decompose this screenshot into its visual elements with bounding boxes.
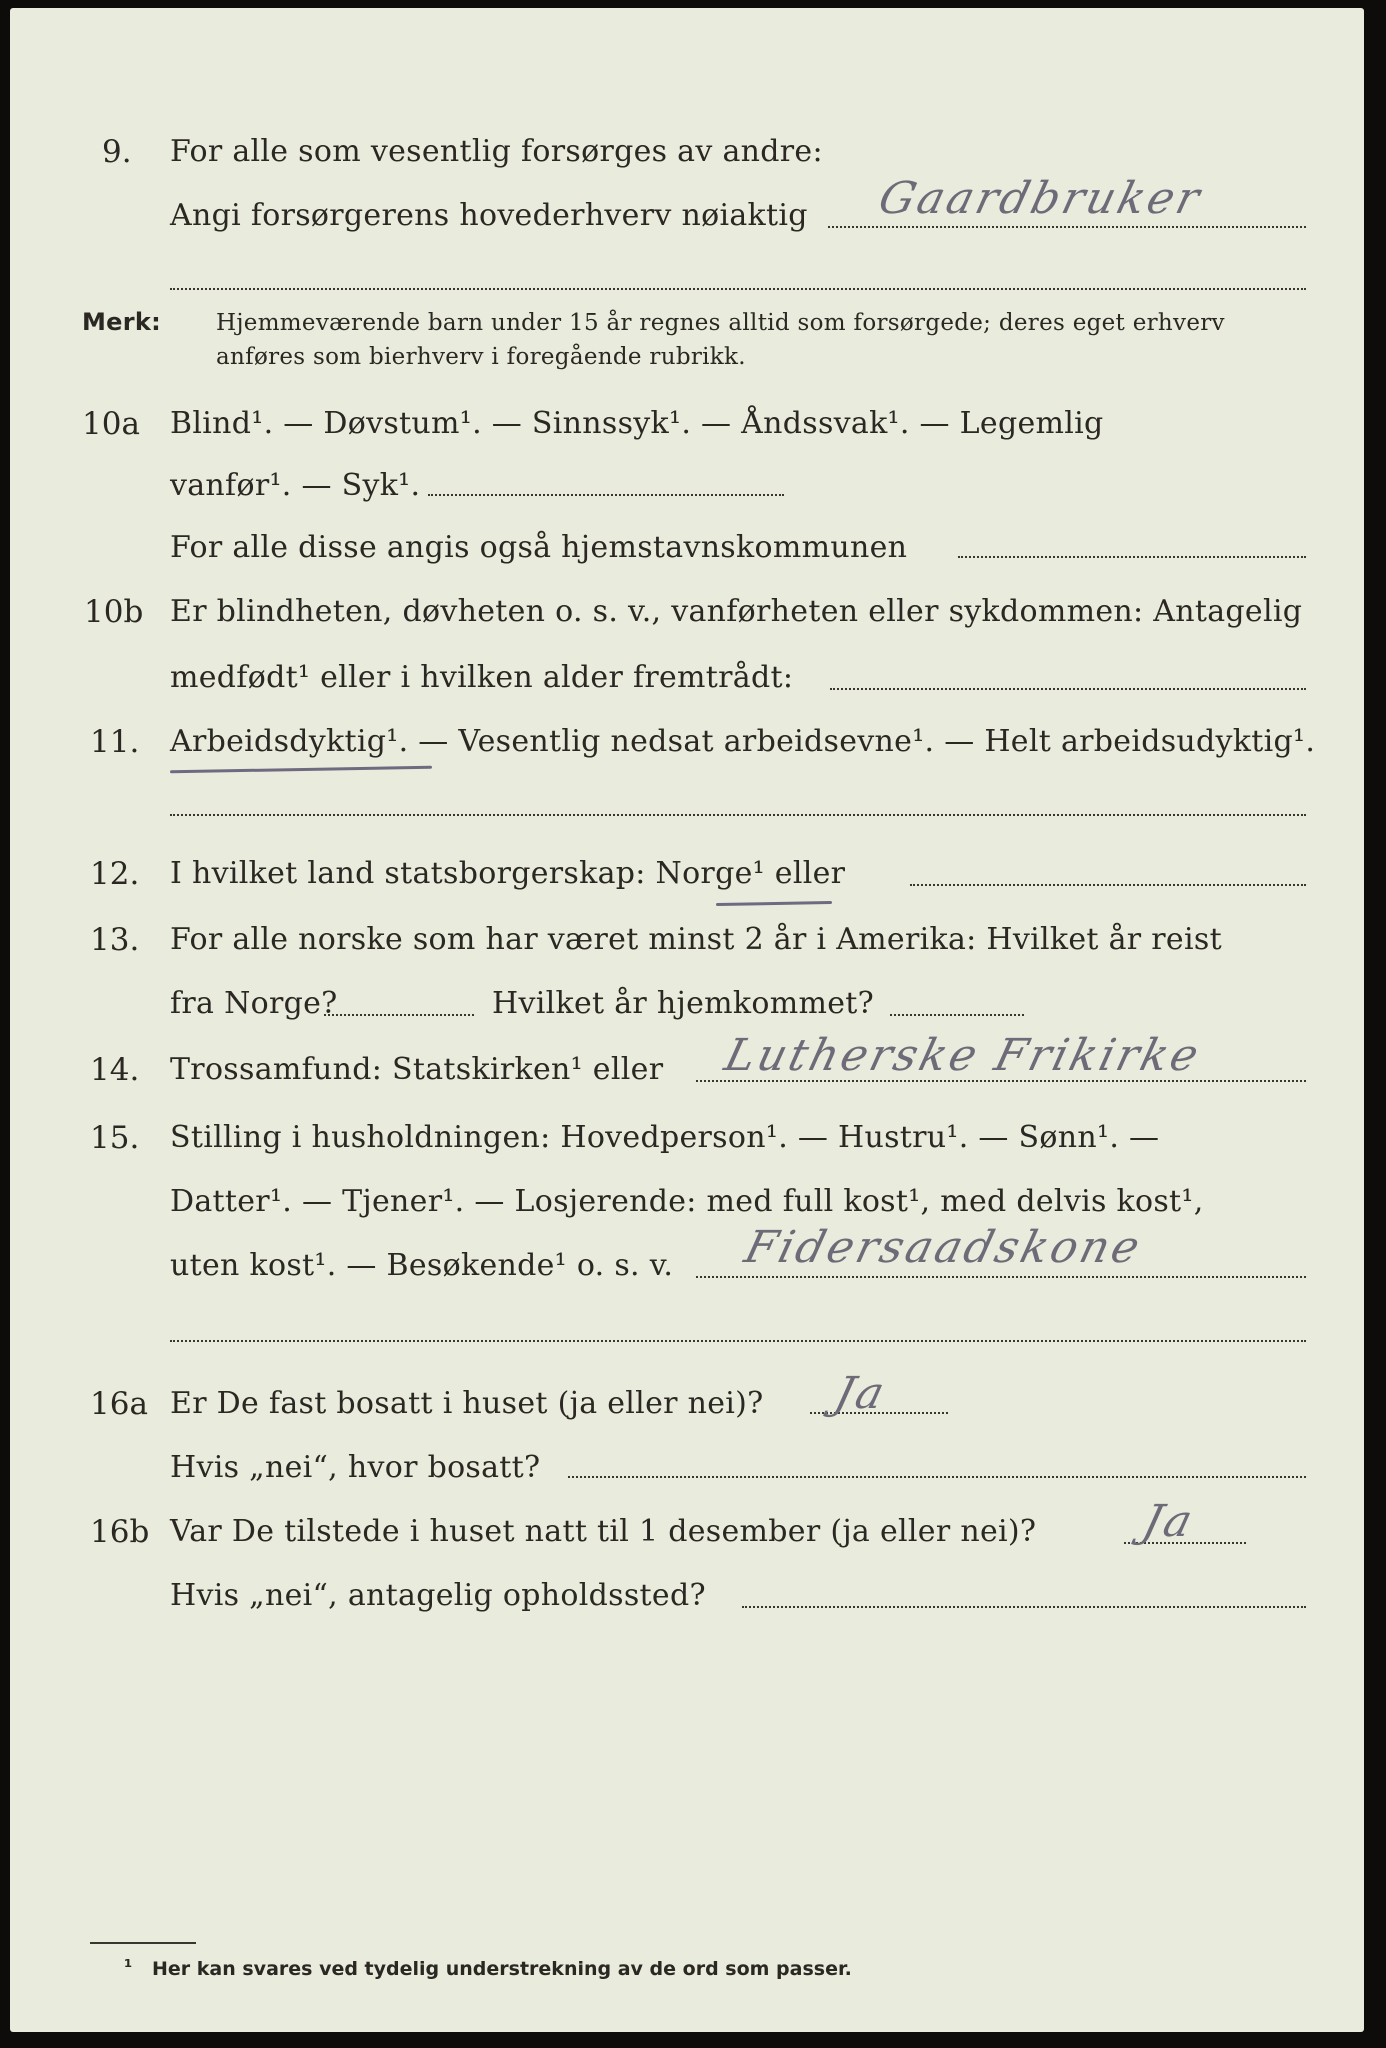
question-16b-text-2: Hvis „nei“, antagelig opholdssted? bbox=[170, 1578, 706, 1613]
answer-line bbox=[696, 1276, 1306, 1278]
question-16b-number: 16b bbox=[90, 1514, 150, 1550]
answer-line bbox=[958, 556, 1306, 558]
answer-line bbox=[910, 884, 1306, 886]
question-16a-text-2: Hvis „nei“, hvor bosatt? bbox=[170, 1450, 541, 1485]
question-14-number: 14. bbox=[90, 1052, 140, 1088]
question-10b-number: 10b bbox=[84, 594, 144, 630]
question-15-number: 15. bbox=[90, 1120, 140, 1156]
merk-note-line-1: Hjemmeværende barn under 15 år regnes alltid som forsørgede; deres eget erhverv bbox=[216, 310, 1225, 336]
question-10a-number: 10a bbox=[82, 406, 140, 442]
handwritten-answer-household-position: Fidersaadskone bbox=[739, 1222, 1148, 1273]
question-10a-text-2: vanfør¹. — Syk¹. bbox=[170, 468, 421, 503]
census-form-page bbox=[10, 8, 1364, 2032]
question-11-number: 11. bbox=[90, 724, 140, 760]
question-14-text: Trossamfund: Statskirken¹ eller bbox=[170, 1052, 664, 1087]
handwritten-underline-arbeidsdyktig bbox=[170, 766, 432, 774]
answer-line bbox=[828, 226, 1306, 228]
footnote-rule bbox=[90, 1942, 196, 1944]
answer-line bbox=[170, 1340, 1306, 1342]
answer-line bbox=[324, 1014, 474, 1016]
handwritten-answer-resident: Ja bbox=[829, 1368, 893, 1419]
question-13-hjemkommet: Hvilket år hjemkommet? bbox=[492, 986, 875, 1021]
question-13-text: For alle norske som har været minst 2 år i Amerika: Hvilket år reist bbox=[170, 922, 1222, 957]
question-13-number: 13. bbox=[90, 922, 140, 958]
question-16a-number: 16a bbox=[90, 1386, 148, 1422]
handwritten-answer-present: Ja bbox=[1137, 1496, 1201, 1547]
question-10b-text-2: medfødt¹ eller i hvilken alder fremtrådt: bbox=[170, 660, 794, 695]
question-9-prompt: Angi forsørgerens hovederhverv nøiaktig bbox=[170, 198, 808, 233]
answer-line bbox=[890, 1014, 1024, 1016]
question-10a-text-3: For alle disse angis også hjemstavnskommunen bbox=[170, 530, 908, 565]
question-16b-text: Var De tilstede i huset natt til 1 desember (ja eller nei)? bbox=[170, 1514, 1037, 1549]
answer-line bbox=[170, 814, 1306, 816]
question-15-text-2: Datter¹. — Tjener¹. — Losjerende: med full kost¹, med delvis kost¹, bbox=[170, 1184, 1204, 1219]
question-12-number: 12. bbox=[90, 856, 140, 892]
answer-line bbox=[568, 1476, 1306, 1478]
answer-line bbox=[428, 494, 784, 496]
footnote-mark: ¹ bbox=[124, 1956, 133, 1978]
answer-line bbox=[170, 288, 1306, 290]
question-15-text-3: uten kost¹. — Besøkende¹ o. s. v. bbox=[170, 1248, 674, 1283]
question-15-text: Stilling i husholdningen: Hovedperson¹. — Hustru¹. — Sønn¹. — bbox=[170, 1120, 1160, 1155]
question-12-text: I hvilket land statsborgerskap: Norge¹ eller bbox=[170, 856, 846, 891]
handwritten-answer-occupation: Gaardbruker bbox=[873, 173, 1208, 224]
merk-label: Merk: bbox=[82, 308, 162, 336]
question-13-reist: fra Norge? bbox=[170, 986, 338, 1021]
question-10b-text: Er blindheten, døvheten o. s. v., vanførheten eller sykdommen: Antagelig bbox=[170, 594, 1303, 629]
footnote-text: Her kan svares ved tydelig understrekning av de ord som passer. bbox=[152, 1958, 852, 1980]
question-9-number: 9. bbox=[102, 134, 132, 170]
answer-line bbox=[830, 688, 1306, 690]
question-10a-text: Blind¹. — Døvstum¹. — Sinnssyk¹. — Åndssvak¹. — Legemlig bbox=[170, 406, 1104, 441]
handwritten-underline-norge bbox=[716, 901, 832, 906]
question-9-text: For alle som vesentlig forsørges av andre: bbox=[170, 134, 823, 169]
merk-note-line-2: anføres som bierhverv i foregående rubrikk. bbox=[216, 344, 746, 370]
question-16a-text: Er De fast bosatt i huset (ja eller nei)? bbox=[170, 1386, 764, 1421]
question-11-text: Arbeidsdyktig¹. — Vesentlig nedsat arbeidsevne¹. — Helt arbeidsudyktig¹. bbox=[170, 724, 1316, 759]
handwritten-answer-religion: Lutherske Frikirke bbox=[719, 1030, 1207, 1081]
answer-line bbox=[742, 1606, 1306, 1608]
